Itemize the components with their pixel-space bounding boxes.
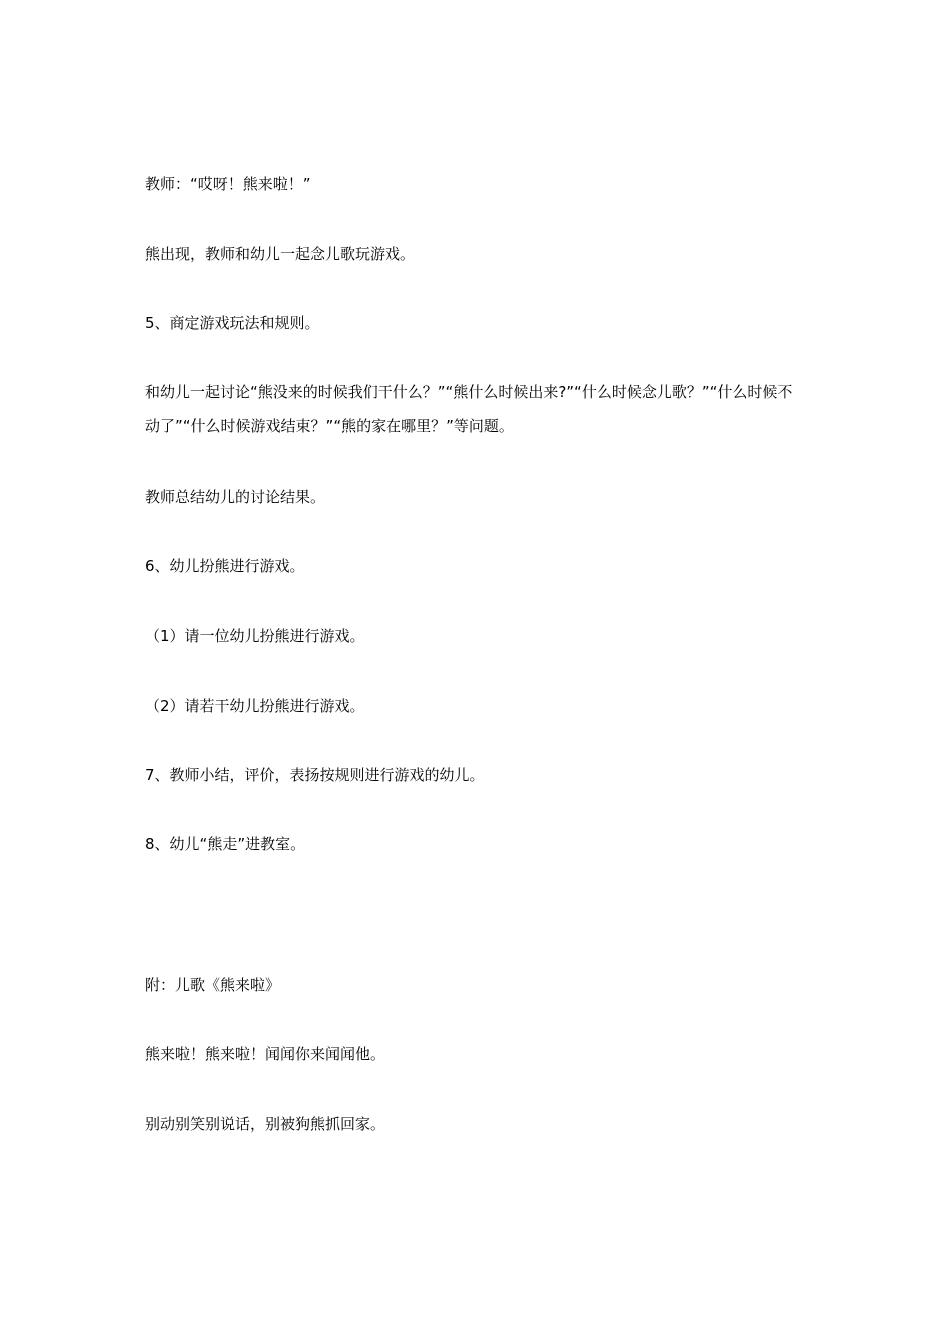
step-7-heading: 7、教师小结，评价，表扬按规则进行游戏的幼儿。 xyxy=(145,766,485,784)
teacher-summary: 教师总结幼儿的讨论结果。 xyxy=(145,488,326,506)
step-6-heading: 6、幼儿扮熊进行游戏。 xyxy=(145,557,305,575)
step-5-heading: 5、商定游戏玩法和规则。 xyxy=(145,314,320,332)
appendix-title: 附：儿歌《熊来啦》 xyxy=(145,976,281,994)
bear-appears-text: 熊出现，教师和幼儿一起念儿歌玩游戏。 xyxy=(145,245,416,263)
step-6-sub-2: （2）请若干幼儿扮熊进行游戏。 xyxy=(145,697,365,715)
discussion-questions: 和幼儿一起讨论“熊没来的时候我们干什么？”“熊什么时候出来?”“什么时候念儿歌？”“什么时候不动了”“什么时候游戏结束？”“熊的家在哪里？”等问题。 xyxy=(145,383,793,435)
dialogue-teacher: 教师：“哎呀！熊来啦！” xyxy=(145,175,311,193)
step-6-sub-1: （1）请一位幼儿扮熊进行游戏。 xyxy=(145,627,365,645)
step-8-heading: 8、幼儿“熊走”进教室。 xyxy=(145,835,306,853)
rhyme-line-2: 别动别笑别说话，别被狗熊抓回家。 xyxy=(145,1115,386,1133)
rhyme-line-1: 熊来啦！熊来啦！闻闻你来闻闻他。 xyxy=(145,1045,386,1063)
